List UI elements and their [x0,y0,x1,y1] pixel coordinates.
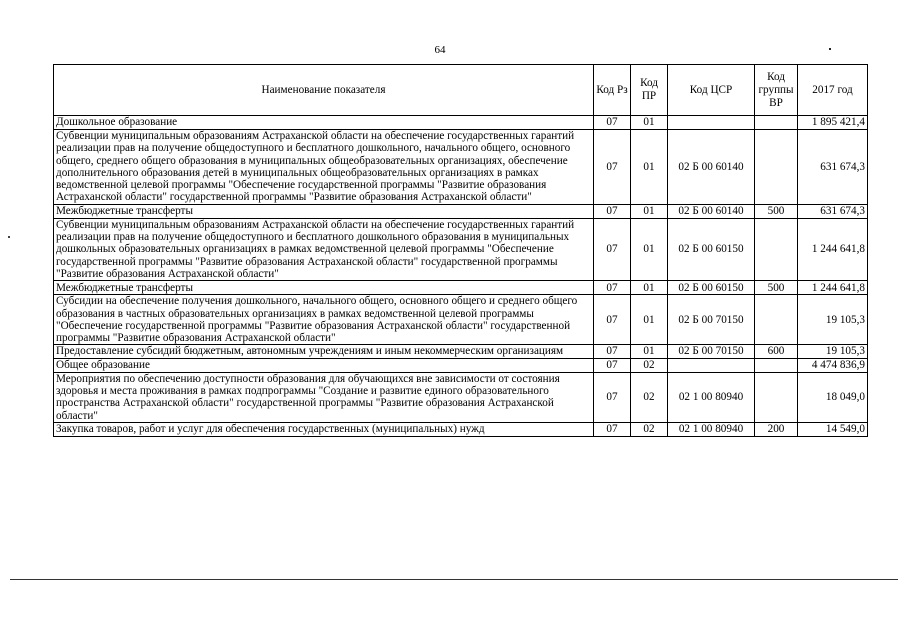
row-rz: 07 [594,281,631,295]
row-vr: 600 [755,345,798,358]
table-row [54,218,868,280]
table-row [54,204,868,218]
row-name: Субсидии на обеспечение получения дошкольного, начального общего, основного общего и среднего общего образования в частных образовательных организациях в рамках ведомственной целевой программы "Обеспечение государственной программы "Развитие образования Астраханской области" государственной программы "Развитие образования Астраханской области" [54,295,594,345]
row-pr: 01 [631,345,668,358]
row-name: Предоставление субсидий бюджетным, автономным учреждениям и иным некоммерческим организациям [54,345,594,358]
header-csr: Код ЦСР [668,65,755,116]
row-value: 18 049,0 [798,372,868,422]
scan-mark-left [8,236,10,238]
row-vr [755,295,798,345]
header-year: 2017 год [798,65,868,116]
row-pr: 01 [631,130,668,205]
row-vr [755,116,798,130]
table-row [54,281,868,295]
row-vr [755,218,798,280]
row-pr: 02 [631,372,668,422]
page-bottom-rule [10,579,898,580]
row-name: Закупка товаров, работ и услуг для обеспечения государственных (муниципальных) нужд [54,422,594,436]
row-value: 4 474 836,9 [798,358,868,372]
table-row [54,295,868,345]
row-csr: 02 Б 00 60140 [668,204,755,218]
row-csr: 02 1 00 80940 [668,422,755,436]
row-csr [668,116,755,130]
row-pr: 02 [631,422,668,436]
table-row [54,358,868,372]
row-csr [668,358,755,372]
row-vr [755,372,798,422]
row-rz: 07 [594,218,631,280]
row-value: 631 674,3 [798,130,868,205]
row-csr: 02 Б 00 70150 [668,345,755,358]
row-csr: 02 Б 00 70150 [668,295,755,345]
row-pr: 01 [631,281,668,295]
row-vr [755,130,798,205]
header-rz: Код Рз [594,65,631,116]
table-row [54,116,868,130]
row-value: 1 244 641,8 [798,218,868,280]
row-value: 19 105,3 [798,295,868,345]
row-rz: 07 [594,130,631,205]
row-name: Субвенции муниципальным образованиям Астраханской области на обеспечение государственных гарантий реализации прав на получение общедоступного и бесплатного дошкольного, начального общего, основного общего, среднего общего образования в муниципальных общеобразовательных организациях, обеспечение дополнительного образования детей в муниципальных общеобразовательных организациях в рамках ведомственной целевой программы "Обеспечение государственной программы "Развитие образования Астраханской области" государственной программы "Развитие образования Астраханской области" [54,130,594,205]
row-vr: 500 [755,281,798,295]
row-rz: 07 [594,358,631,372]
row-name: Межбюджетные трансферты [54,281,594,295]
row-vr: 200 [755,422,798,436]
header-name: Наименование показателя [54,65,594,116]
table-header-row [54,65,868,116]
page-number: 64 [434,44,446,56]
row-value: 1 244 641,8 [798,281,868,295]
row-rz: 07 [594,422,631,436]
row-rz: 07 [594,116,631,130]
header-pr: Код ПР [631,65,668,116]
row-vr: 500 [755,204,798,218]
row-pr: 02 [631,358,668,372]
table-row [54,345,868,358]
row-name: Субвенции муниципальным образованиям Астраханской области на обеспечение государственных гарантий реализации прав на получение общедоступного и бесплатного дошкольного образования в муниципальных дошкольных образовательных организациях в рамках ведомственной целевой программы "Обеспечение государственной программы "Развитие образования Астраханской области" государственной программы "Развитие образования Астраханской области" [54,218,594,280]
row-csr: 02 Б 00 60150 [668,218,755,280]
row-name: Дошкольное образование [54,116,594,130]
row-pr: 01 [631,116,668,130]
row-rz: 07 [594,204,631,218]
row-rz: 07 [594,345,631,358]
row-name: Общее образование [54,358,594,372]
row-csr: 02 Б 00 60150 [668,281,755,295]
row-csr: 02 1 00 80940 [668,372,755,422]
row-pr: 01 [631,218,668,280]
budget-table [53,64,868,437]
row-value: 19 105,3 [798,345,868,358]
row-name: Мероприятия по обеспечению доступности образования для обучающихся вне зависимости от состояния здоровья и места проживания в рамках подпрограммы "Создание и развитие единого образовательного пространства Астраханской области" государственной программы "Развитие образования Астраханской области" [54,372,594,422]
header-vr: Код группы ВР [755,65,798,116]
scan-mark [829,48,831,50]
row-value: 1 895 421,4 [798,116,868,130]
row-vr [755,358,798,372]
row-name: Межбюджетные трансферты [54,204,594,218]
row-rz: 07 [594,295,631,345]
row-value: 631 674,3 [798,204,868,218]
table-row [54,130,868,205]
table-row [54,422,868,436]
row-rz: 07 [594,372,631,422]
row-csr: 02 Б 00 60140 [668,130,755,205]
row-pr: 01 [631,295,668,345]
table-row [54,372,868,422]
row-value: 14 549,0 [798,422,868,436]
row-pr: 01 [631,204,668,218]
